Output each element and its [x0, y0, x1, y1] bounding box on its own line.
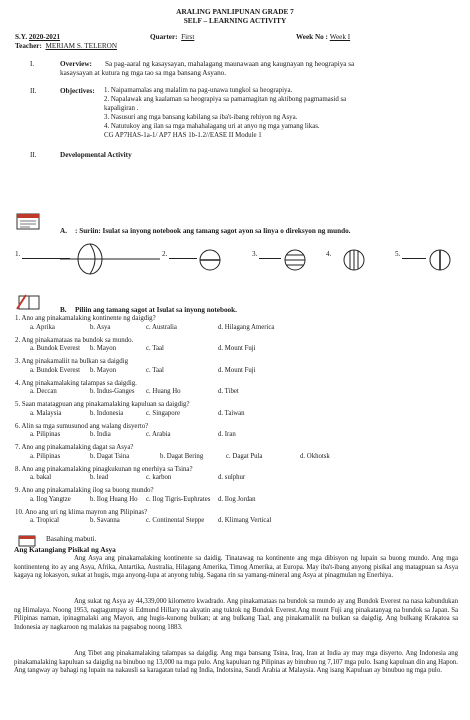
answer-option: c. Taal	[146, 345, 164, 352]
globe-label-2: 2.	[162, 250, 168, 258]
answer-option: a. Malaysia	[30, 409, 62, 417]
answer-option: b. Mayon	[90, 366, 117, 374]
objectives-label: Objectives:	[60, 87, 95, 95]
answer-option: d. Ilog Jordan	[218, 495, 256, 503]
question-text: 9. Ano ang pinakamalaking ilog sa buong mundo?	[15, 487, 154, 494]
question-text: 7. Ano ang pinakamalaking dagat sa Asya?	[15, 444, 134, 451]
objective-3: 3. Nasusuri ang mga bansang kabilang sa iba't-ibang rehiyon ng Asya.	[104, 114, 298, 121]
answer-line-5	[402, 258, 426, 259]
question-text: 4. Ang pinakamalaking talampas sa daigdig.	[15, 379, 137, 387]
answer-option: b. Dagat Tsina	[90, 452, 130, 460]
reading-heading: Ang Katangiang Pisikal ng Asya	[14, 545, 116, 554]
answer-line-2	[169, 258, 197, 259]
answer-option: a. Pilipinas	[30, 452, 61, 460]
answer-option: d. Okhotsk	[300, 452, 330, 460]
globe-icon	[428, 248, 452, 272]
answer-option: a. Aprika	[30, 323, 55, 331]
answer-option: c. karbon	[146, 474, 172, 481]
globe-label-3: 3.	[252, 250, 258, 258]
answer-option: d. Mount Fuji	[218, 345, 256, 352]
book-pencil-icon	[16, 212, 40, 230]
teacher-value: MERIAM S. TELERON	[45, 42, 118, 50]
answer-option: c. Dagat Pula	[226, 452, 263, 460]
worksheet-title: ARALING PANLIPUNAN GRADE 7	[176, 7, 294, 16]
globe-icon	[342, 248, 366, 272]
answer-line-3	[259, 258, 281, 259]
answer-option: a. Bundok Everest	[30, 366, 81, 374]
globe-label-5: 5.	[395, 250, 401, 258]
question-text: 10. Ano ang uri ng klima mayron ang Pilipinas?	[15, 508, 148, 516]
developmental-number: II.	[30, 151, 37, 159]
answer-option: b. Savanna	[90, 517, 120, 524]
reading-paragraph-3: Ang Tibet ang pinakamalaking talampas sa daigdig. Ang mga bansang Tsina, Iraq, Iran at India ay may mga disyerto. Ang Indonesia ang pinakamalaking kapuluan sa daigdig na binubuo ng 13,000 na mga pulo. Ang kapuluan ng Pilipinas ay binubuo ng 7,107 mga pulo. Isang kapuluan din ang Hapon. Ang tangway ay bahagi ng lupain na nakausli sa karagatan tulad ng India, Indotsina, Saudi Arabia at Malaysia. Ang isang Kapuluan ay binubuo ng mga pulo.	[14, 650, 458, 675]
week-label: Week No :	[296, 33, 328, 41]
overview-line-2: kasaysayan at kutura ng mga tao sa mga bansang Asyano.	[60, 69, 227, 77]
answer-option: d. Taiwan	[218, 409, 245, 417]
answer-option: c. Continental Steppe	[146, 517, 205, 524]
activity-a-instructions: : Suriin: Isulat sa inyong notebook ang tamang sagot ayon sa linya o direksyon ng mundo.	[75, 227, 351, 235]
developmental-label: Developmental Activity	[60, 151, 132, 159]
question-text: 2. Ang pinakamataas na bundok sa mundo.	[15, 336, 134, 344]
answer-option: b. Indonesia	[90, 409, 124, 417]
book-pencil-icon	[16, 293, 42, 311]
globe-icon	[282, 248, 308, 272]
overview-number: I.	[30, 60, 35, 68]
globe-label-1: 1.	[15, 250, 21, 258]
week-number	[296, 33, 350, 42]
answer-option: c. Singapore	[146, 409, 180, 417]
reading-paragraph-1: Ang Asya ang pinakamalaking kontinente sa daidig. Tinatawag na kontinente ang mga dibisyon ng lupain sa buong mundo. Ang mga kontinenteng ito ay ang Asya, Afrika, Antartika, Australia, Hilagang Amerika, Timog Amerika, at Europa. May iba't-ibang anyong pisikal ang matagpuan sa Asya kagaya ng lokasyon, sukat at hugis, mga anyong-lupa at anyong tubig. Sagana rin sa yamang-mineral ang Asya at pinagmulan ng Enerhiya.	[14, 555, 458, 580]
school-year-value: 2020-2021	[28, 33, 61, 41]
answer-option: a. Bundok Everest	[30, 345, 81, 352]
answer-option: b. Indus-Ganges	[90, 388, 135, 395]
worksheet-subtitle: SELF – LEARNING ACTIVITY	[183, 16, 287, 25]
answer-option: b. Dagat Bering	[160, 452, 204, 460]
answer-option: d. Hilagang America	[218, 323, 275, 331]
answer-option: c. Huang Ho	[146, 388, 181, 395]
objective-2: 2. Napalawak ang kaalaman sa heograpiya sa pamamagitan ng aktibong pagmamasid sa	[104, 96, 347, 103]
objective-4: 4. Natutukoy ang ilan sa mga mahahalagang uri at anyo ng mga yamang likas.	[104, 123, 320, 130]
reading-paragraph-2: Ang sukat ng Asya ay 44,339,000 kilometro kwadrado. Ang pinakamataas na bundok sa mundo ay ang Bundok Everest na nasa kabundukan ng Himalaya. Noong 1953, nagtagumpay si Edmund Hillary na akyatin ang tuktok ng Bundok Everest.Ang mount Fuji ang pinakatanyag na bundok sa Japan. Sa Pilipinas naman, ipinagmalaki ang Mayon, ang hugis-kunong bulkan; at ang bulkang Taal, ang pinakamaliit na bulkan sa daigdig. Ang bulkang Krakatoa sa Indonesia ay nagkaroon ng malakas na pagsabog noong 1883.	[14, 598, 458, 631]
answer-option: d. Klimang Vertical	[218, 517, 272, 524]
quarter-label: Quarter:	[150, 33, 178, 41]
week-value: Week I	[329, 33, 351, 41]
question-text: 8. Ano ang pinakamalaking pinagkukunan ng enerhiya sa Tsina?	[15, 465, 193, 473]
answer-option: b. India	[90, 431, 111, 438]
teacher	[15, 42, 117, 51]
globe-icon	[198, 248, 222, 272]
answer-option: a. bakal	[30, 474, 52, 481]
answer-option: c. Australia	[146, 323, 177, 331]
answer-option: b. lead	[90, 474, 109, 481]
activity-b-instructions: Piliin ang tamang sagot at Isulat sa inyong notebook.	[75, 306, 237, 314]
answer-option: d. sulphur	[218, 474, 246, 481]
activity-a-letter: A.	[60, 227, 67, 235]
globe-label-4: 4.	[326, 250, 332, 258]
answer-option: d. Mount Fuji	[218, 366, 256, 374]
objective-1: 1. Naipamamalas ang malalim na pag-unawa tungkol sa heograpiya.	[104, 87, 293, 94]
answer-option: b. Asya	[90, 323, 111, 331]
reading-prompt: Basahing mabuti.	[46, 535, 97, 543]
globe-icon	[60, 242, 160, 276]
answer-option: c. Ilog Tigris-Euphrates	[146, 495, 211, 503]
question-text: 3. Ang pinakamaliit na bulkan sa daigdig	[15, 358, 129, 365]
answer-option: a. Pilipinas	[30, 431, 61, 438]
answer-option: b. Mayon	[90, 345, 117, 352]
activity-b-letter: B.	[60, 306, 67, 314]
school-year	[15, 33, 60, 42]
answer-option: c. Taal	[146, 366, 164, 374]
curriculum-code: CG AP7HAS-1a-1/ AP7 HAS 1b-1.2//EASE II Module 1	[104, 132, 262, 139]
overview-line-1: Sa pag-aaral ng kasaysayan, mahalagang maunawaan ang kaugnayan ng heograpiya sa	[105, 60, 355, 68]
question-text: 1. Ano ang pinakamalaking kontinente ng daigdig?	[15, 315, 156, 322]
question-text: 5. Saan matatagpuan ang pinakamalaking kapuluan sa daigdig?	[15, 401, 190, 408]
teacher-label: Teacher:	[15, 42, 42, 50]
objective-2-cont: kapaligiran .	[104, 105, 139, 112]
overview-label: Overview:	[60, 60, 92, 68]
objectives-number: II.	[30, 87, 37, 95]
answer-option: b. Ilog Huang Ho	[90, 495, 138, 503]
answer-option: a. Tropical	[30, 517, 60, 524]
answer-option: c. Arabia	[146, 431, 171, 438]
quarter	[150, 33, 194, 42]
question-text: 6. Alin sa mga sumusunod ang walang disyerto?	[15, 422, 149, 430]
answer-option: d. Iran	[218, 431, 236, 438]
answer-option: a. Deccan	[30, 388, 57, 395]
answer-option: a. Ilog Yangtze	[30, 495, 71, 503]
quarter-value: First	[181, 33, 195, 41]
answer-option: d. Tibet	[218, 388, 239, 395]
school-year-label: S.Y.	[15, 33, 28, 41]
